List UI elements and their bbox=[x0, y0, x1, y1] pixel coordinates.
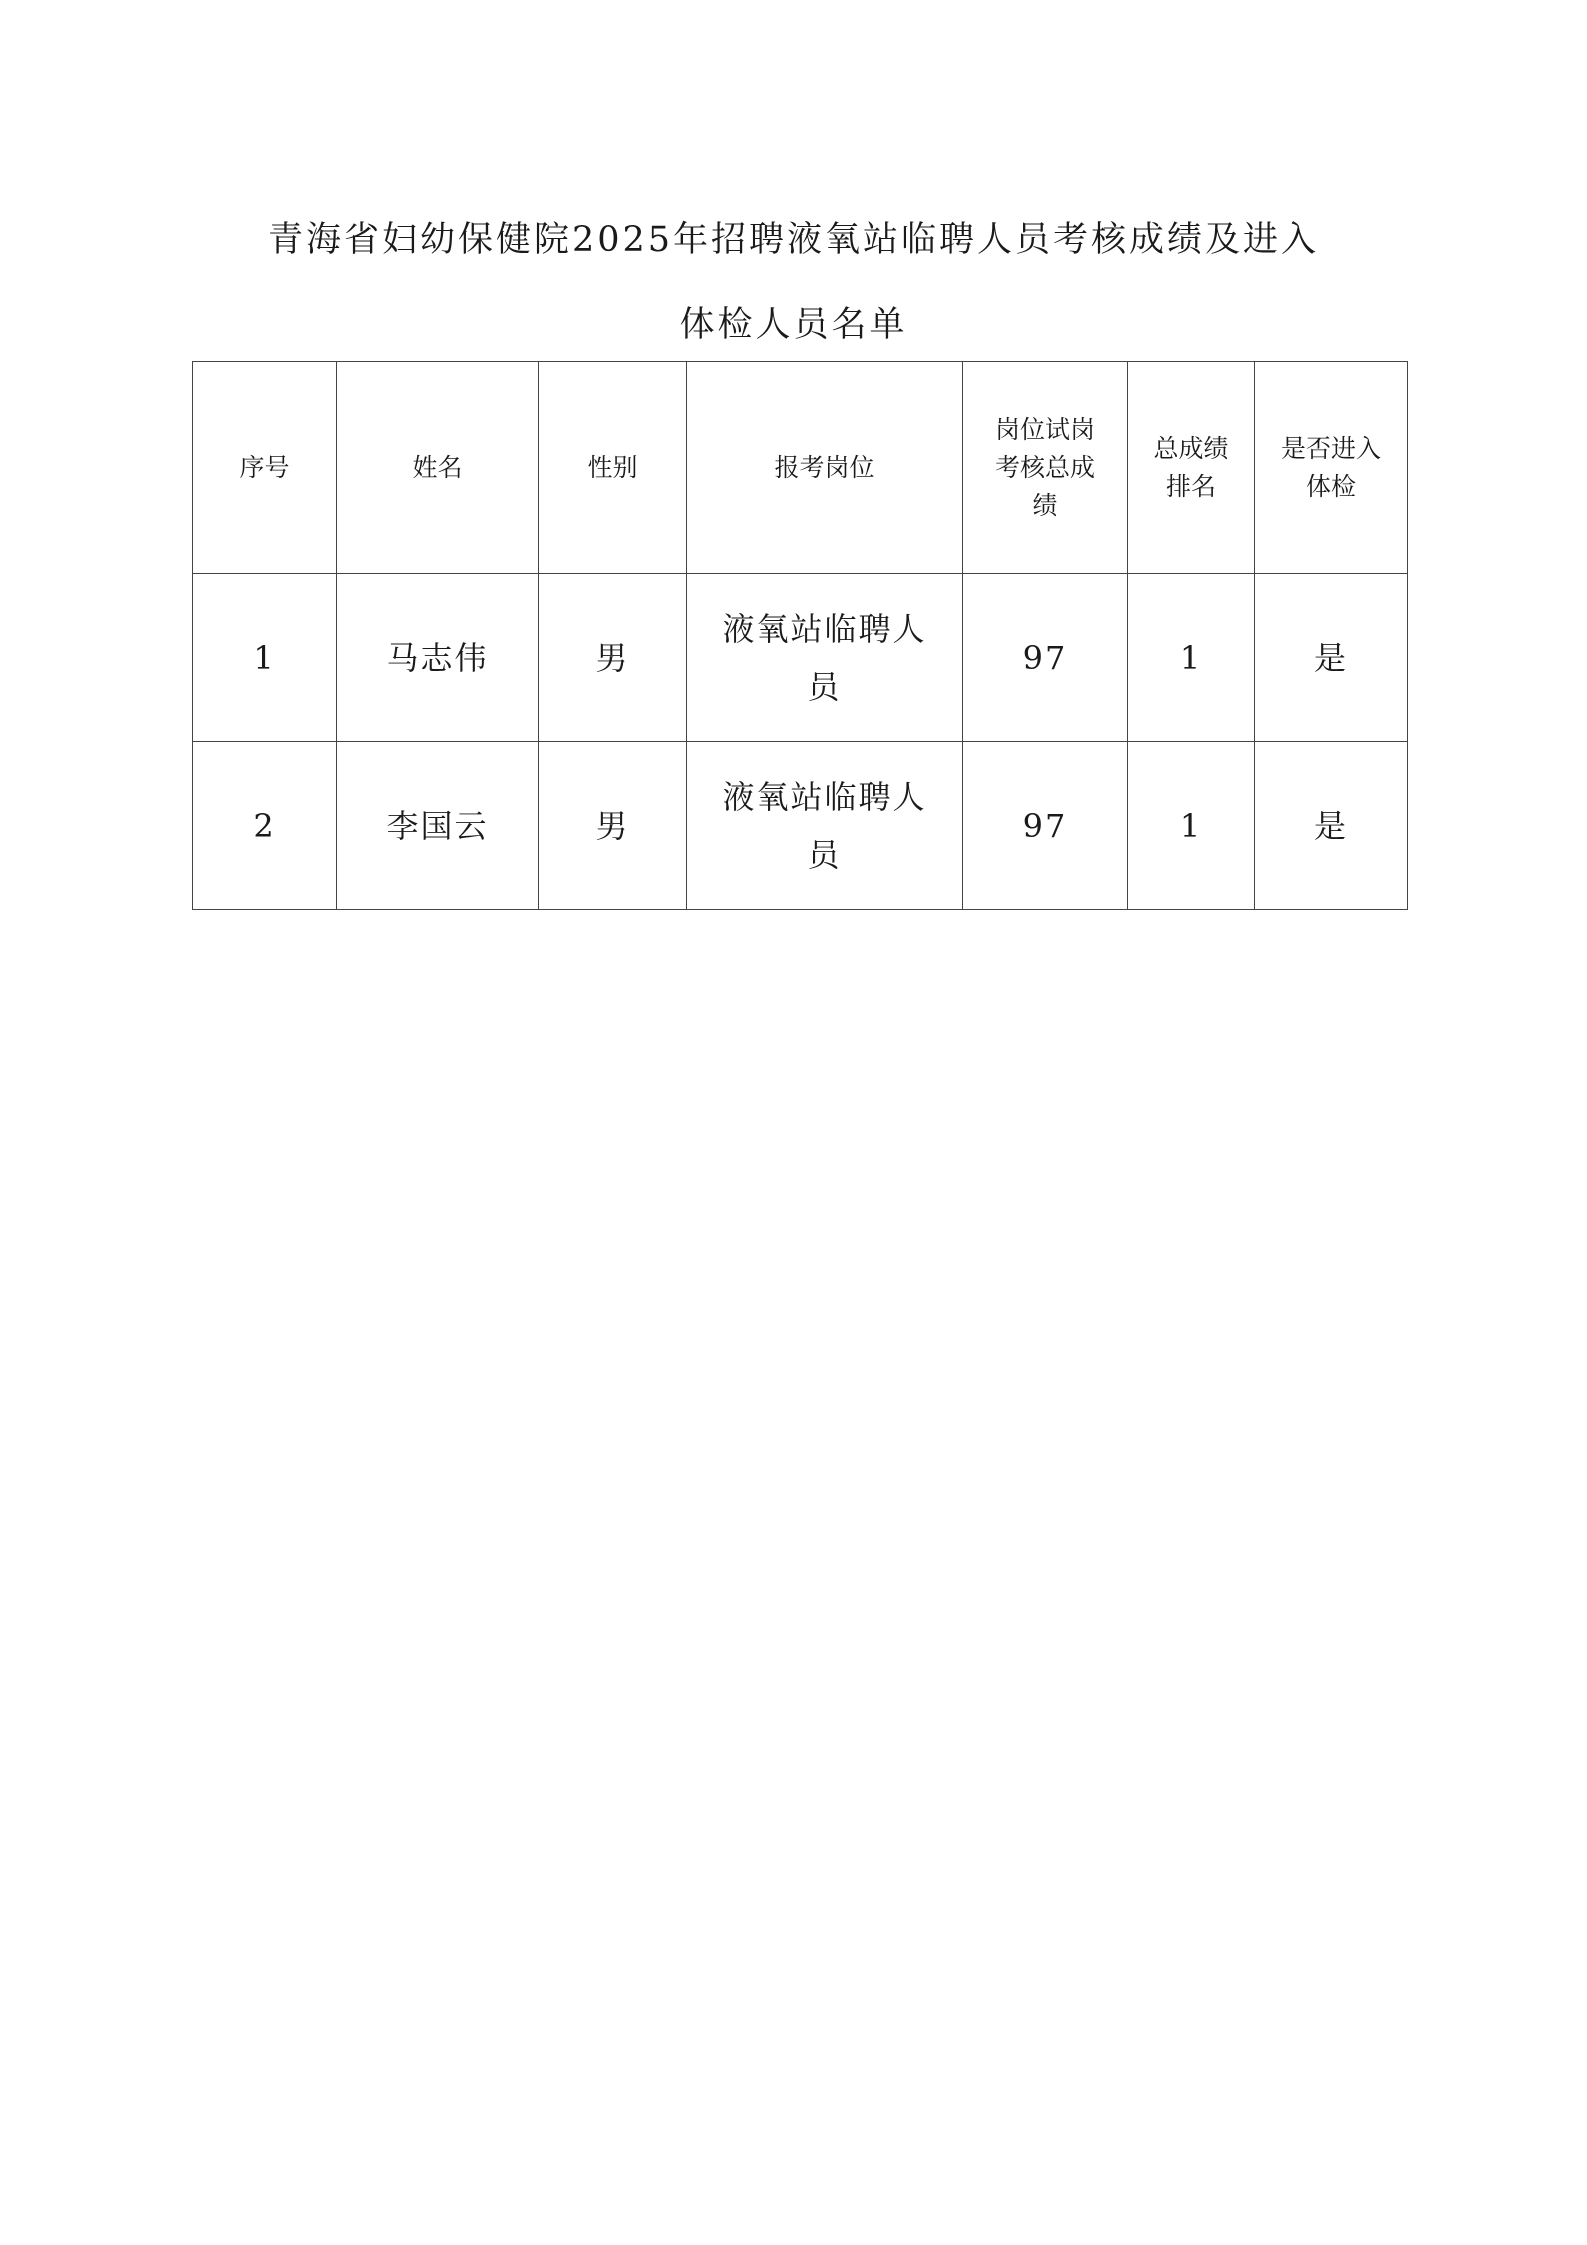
cell-physical-exam: 是 bbox=[1255, 574, 1408, 742]
header-gender-label: 性别 bbox=[587, 452, 638, 482]
cell-name: 李国云 bbox=[337, 742, 539, 910]
header-total-score-label: 岗位试岗考核总成绩 bbox=[994, 414, 1095, 520]
header-rank bbox=[1128, 362, 1255, 574]
header-physical-exam bbox=[1255, 362, 1408, 574]
cell-total-score: 97 bbox=[963, 742, 1128, 910]
cell-rank: 1 bbox=[1128, 574, 1255, 742]
header-name-label: 姓名 bbox=[412, 452, 463, 482]
cell-position bbox=[687, 742, 963, 910]
header-gender bbox=[539, 362, 687, 574]
header-serial-label: 序号 bbox=[239, 452, 290, 482]
document-title-line-2: 体检人员名单 bbox=[679, 305, 908, 345]
cell-physical-exam: 是 bbox=[1255, 742, 1408, 910]
cell-serial: 2 bbox=[193, 742, 337, 910]
results-table bbox=[192, 361, 1408, 910]
cell-gender: 男 bbox=[539, 742, 687, 910]
cell-gender: 男 bbox=[539, 574, 687, 742]
cell-rank: 1 bbox=[1128, 742, 1255, 910]
header-name bbox=[337, 362, 539, 574]
header-position bbox=[687, 362, 963, 574]
table-row bbox=[193, 742, 1408, 910]
cell-position-text: 液氧站临聘人员 bbox=[722, 609, 927, 706]
cell-serial: 1 bbox=[193, 574, 337, 742]
cell-position bbox=[687, 574, 963, 742]
header-rank-label: 总成绩排名 bbox=[1153, 433, 1229, 501]
document-title-line-1: 青海省妇幼保健院2025年招聘液氧站临聘人员考核成绩及进入 bbox=[267, 220, 1320, 260]
header-serial bbox=[193, 362, 337, 574]
cell-position-text: 液氧站临聘人员 bbox=[722, 777, 927, 874]
table-row bbox=[193, 574, 1408, 742]
header-physical-exam-label: 是否进入体检 bbox=[1280, 433, 1381, 501]
cell-total-score: 97 bbox=[963, 574, 1128, 742]
header-position-label: 报考岗位 bbox=[774, 452, 875, 482]
header-total-score bbox=[963, 362, 1128, 574]
cell-name: 马志伟 bbox=[337, 574, 539, 742]
table-header-row bbox=[193, 362, 1408, 574]
